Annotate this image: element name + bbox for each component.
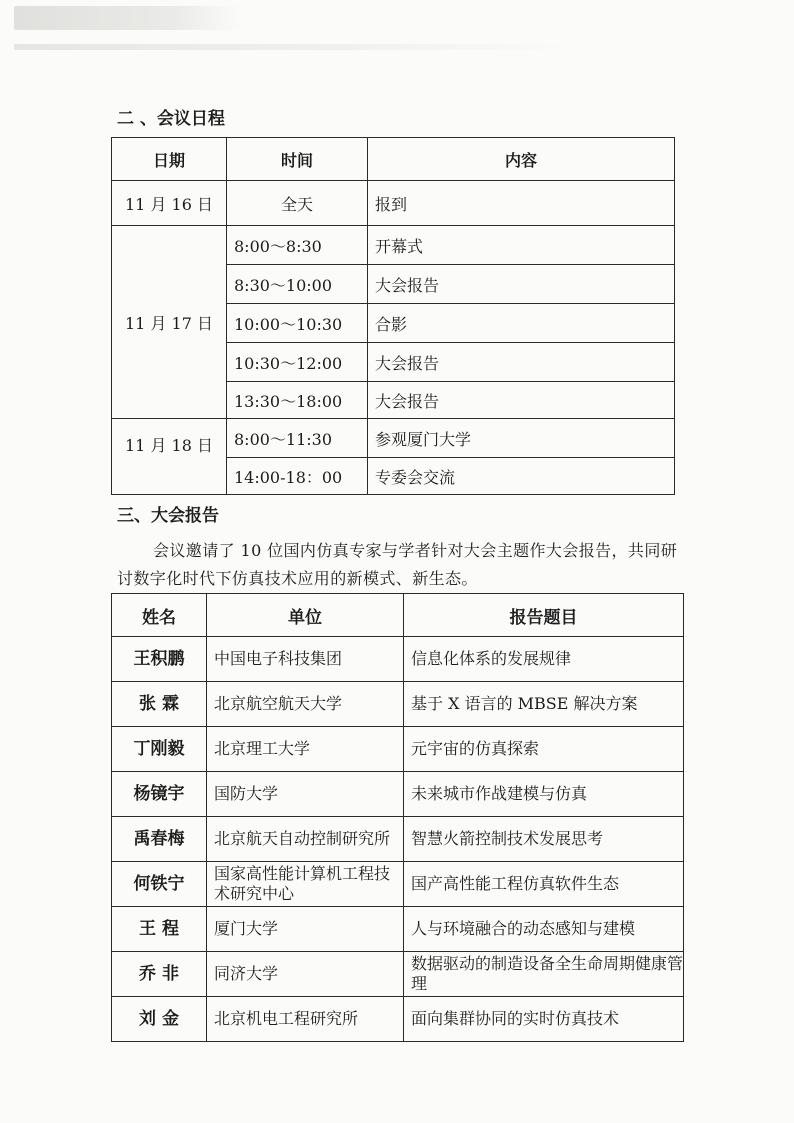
report-row — [112, 637, 684, 682]
content-cell: 大会报告 — [368, 343, 675, 382]
speaker-name: 刘 金 — [112, 997, 207, 1042]
header-topic: 报告题目 — [404, 594, 684, 637]
report-row — [112, 907, 684, 952]
time-cell: 10:30～12:00 — [227, 343, 368, 382]
report-row — [112, 772, 684, 817]
schedule-row — [112, 419, 675, 458]
time-cell: 14:00-18：00 — [227, 458, 368, 495]
report-topic: 信息化体系的发展规律 — [404, 637, 684, 682]
speaker-name: 王积鹏 — [112, 637, 207, 682]
speaker-org: 中国电子科技集团 — [207, 637, 404, 682]
schedule-row — [112, 181, 675, 226]
report-row — [112, 817, 684, 862]
speaker-name: 王 程 — [112, 907, 207, 952]
time-cell: 8:30～10:00 — [227, 265, 368, 304]
schedule-header-row — [112, 138, 675, 181]
reports-header-row — [112, 594, 684, 637]
report-topic: 人与环境融合的动态感知与建模 — [404, 907, 684, 952]
header-name: 姓名 — [112, 594, 207, 637]
report-topic: 数据驱动的制造设备全生命周期健康管理 — [404, 952, 684, 997]
report-row — [112, 727, 684, 772]
date-cell: 11 月 16 日 — [112, 181, 227, 226]
scan-header-smudge — [14, 6, 242, 30]
content-cell: 参观厦门大学 — [368, 419, 675, 458]
content-cell: 开幕式 — [368, 226, 675, 265]
speaker-name: 张 霖 — [112, 682, 207, 727]
time-cell: 13:30～18:00 — [227, 382, 368, 419]
reports-table — [111, 593, 684, 1042]
time-cell: 8:00～8:30 — [227, 226, 368, 265]
scan-header-line — [14, 44, 574, 50]
report-row — [112, 682, 684, 727]
time-cell: 8:00～11:30 — [227, 419, 368, 458]
speaker-org: 北京理工大学 — [207, 727, 404, 772]
content-cell: 专委会交流 — [368, 458, 675, 495]
report-topic: 面向集群协同的实时仿真技术 — [404, 997, 684, 1042]
header-org: 单位 — [207, 594, 404, 637]
schedule-row — [112, 226, 675, 265]
speaker-org: 国家高性能计算机工程技术研究中心 — [207, 862, 404, 907]
schedule-table — [111, 137, 675, 495]
report-row — [112, 952, 684, 997]
header-time: 时间 — [227, 138, 368, 181]
report-topic: 元宇宙的仿真探索 — [404, 727, 684, 772]
content-cell: 报到 — [368, 181, 675, 226]
speaker-name: 何铁宁 — [112, 862, 207, 907]
speaker-org: 北京机电工程研究所 — [207, 997, 404, 1042]
time-cell: 10:00～10:30 — [227, 304, 368, 343]
section3-title: 三、大会报告 — [117, 506, 219, 526]
speaker-org: 北京航天自动控制研究所 — [207, 817, 404, 862]
date-cell: 11 月 17 日 — [112, 226, 227, 419]
section2-title: 二 、会议日程 — [117, 109, 225, 129]
speaker-name: 杨镜宇 — [112, 772, 207, 817]
report-topic: 基于 X 语言的 MBSE 解决方案 — [404, 682, 684, 727]
content-cell: 大会报告 — [368, 265, 675, 304]
report-topic: 智慧火箭控制技术发展思考 — [404, 817, 684, 862]
header-date: 日期 — [112, 138, 227, 181]
speaker-org: 厦门大学 — [207, 907, 404, 952]
content-cell: 合影 — [368, 304, 675, 343]
intro-paragraph: 会议邀请了 10 位国内仿真专家与学者针对大会主题作大会报告，共同研讨数字化时代下仿真技术应用的新模式、新生态。 — [117, 541, 678, 588]
report-topic: 国产高性能工程仿真软件生态 — [404, 862, 684, 907]
content-cell: 大会报告 — [368, 382, 675, 419]
header-content: 内容 — [368, 138, 675, 181]
time-cell: 全天 — [227, 181, 368, 226]
speaker-name: 禹春梅 — [112, 817, 207, 862]
speaker-org: 北京航空航天大学 — [207, 682, 404, 727]
report-topic: 未来城市作战建模与仿真 — [404, 772, 684, 817]
speaker-name: 乔 非 — [112, 952, 207, 997]
speaker-name: 丁刚毅 — [112, 727, 207, 772]
report-row — [112, 997, 684, 1042]
report-row — [112, 862, 684, 907]
date-cell: 11 月 18 日 — [112, 419, 227, 495]
speaker-org: 同济大学 — [207, 952, 404, 997]
speaker-org: 国防大学 — [207, 772, 404, 817]
